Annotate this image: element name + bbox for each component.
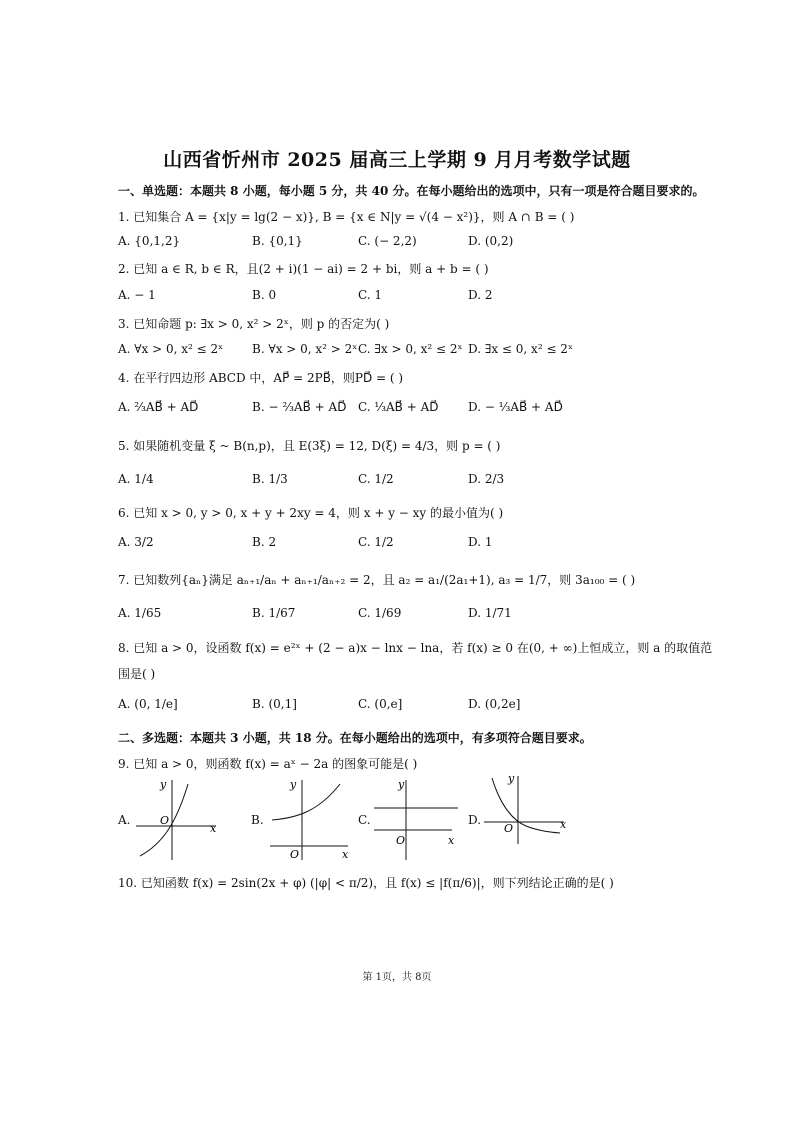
q9-graph-c <box>370 774 466 862</box>
q4-option-d: D. − ⅓AB⃗ + AD⃗ <box>468 400 563 414</box>
page-title: 山西省忻州市 2025 届高三上学期 9 月月考数学试题 <box>163 149 631 171</box>
q9-d-x-label: x <box>560 818 567 831</box>
q1-option-c: C. (− 2,2) <box>358 234 417 248</box>
q3-option-b: B. ∀x > 0, x² > 2ˣ <box>252 342 358 356</box>
question-10-stem: 10. 已知函数 f(x) = 2sin(2x + φ) (|φ| < π/2)，且 f(x) ≤ |f(π/6)|，则下列结论正确的是( ) <box>118 876 614 890</box>
question-6-options <box>118 535 698 555</box>
question-2-options <box>118 288 698 308</box>
q5-option-c: C. 1/2 <box>358 472 394 486</box>
q3-option-c: C. ∃x > 0, x² ≤ 2ˣ <box>358 342 463 356</box>
q4-option-c: C. ⅓AB⃗ + AD⃗ <box>358 400 439 414</box>
q1-option-a: A. {0,1,2} <box>118 234 181 248</box>
q1-option-d: D. (0,2) <box>468 234 514 248</box>
page-footer: 第 1页，共 8页 <box>362 972 432 983</box>
q9-graph-d-label: D. <box>468 813 482 827</box>
q8-option-d: D. (0,2e] <box>468 697 521 711</box>
q9-graph-b-label: B. <box>251 813 264 827</box>
section-2-heading: 二、多选题：本题共 3 小题，共 18 分。在每小题给出的选项中，有多项符合题目要求。 <box>118 731 592 745</box>
question-6-stem: 6. 已知 x > 0, y > 0, x + y + 2xy = 4，则 x + y − xy 的最小值为( ) <box>118 506 504 520</box>
q1-option-b: B. {0,1} <box>252 234 303 248</box>
q9-d-origin: O <box>504 822 514 835</box>
q9-b-x-label: x <box>342 848 349 861</box>
q9-b-y-label: y <box>290 778 297 791</box>
q3-option-a: A. ∀x > 0, x² ≤ 2ˣ <box>118 342 224 356</box>
q8-option-b: B. (0,1] <box>252 697 297 711</box>
q9-c-x-label: x <box>448 834 455 847</box>
question-1-stem: 1. 已知集合 A = {x|y = lg(2 − x)}, B = {x ∈ N|y = √(4 − x²)}，则 A ∩ B = ( ) <box>118 210 575 224</box>
q9-graph-a <box>132 774 228 862</box>
q9-b-origin: O <box>290 848 300 861</box>
q9-a-y-label: y <box>160 778 167 791</box>
q9-a-x-label: x <box>210 822 217 835</box>
q4-option-a: A. ⅔AB⃗ + AD⃗ <box>118 400 199 414</box>
section-1-heading: 一、单选题：本题共 8 小题，每小题 5 分，共 40 分。在每小题给出的选项中，只有一项是符合题目要求的。 <box>118 184 705 198</box>
q7-option-c: C. 1/69 <box>358 606 402 620</box>
q9-d-y-label: y <box>508 772 515 785</box>
q4-option-b: B. − ⅔AB⃗ + AD⃗ <box>252 400 347 414</box>
q6-option-b: B. 2 <box>252 535 277 549</box>
question-4-options <box>118 400 698 420</box>
q8-option-a: A. (0, 1/e] <box>118 697 178 711</box>
q9-c-y-label: y <box>398 778 405 791</box>
question-3-stem: 3. 已知命题 p: ∃x > 0, x² > 2ˣ，则 p 的否定为( ) <box>118 317 390 331</box>
question-7-stem: 7. 已知数列{aₙ}满足 aₙ₊₁/aₙ + aₙ₊₁/aₙ₊₂ = 2，且 a₂ = a₁/(2a₁+1), a₃ = 1/7，则 3a₁₀₀ = ( ) <box>118 573 636 587</box>
question-1-options <box>118 234 698 254</box>
q7-option-b: B. 1/67 <box>252 606 296 620</box>
q6-option-a: A. 3/2 <box>118 535 154 549</box>
q3-option-d: D. ∃x ≤ 0, x² ≤ 2ˣ <box>468 342 574 356</box>
q7-option-a: A. 1/65 <box>118 606 162 620</box>
q2-option-b: B. 0 <box>252 288 277 302</box>
question-2-stem: 2. 已知 a ∈ R, b ∈ R，且(2 + i)(1 − ai) = 2 + bi，则 a + b = ( ) <box>118 262 489 276</box>
q9-a-origin: O <box>160 814 170 827</box>
q9-graph-b <box>266 774 362 862</box>
q9-c-origin: O <box>396 834 406 847</box>
question-5-options <box>118 472 698 492</box>
q6-option-d: D. 1 <box>468 535 493 549</box>
question-4-stem: 4. 在平行四边形 ABCD 中，AP⃗ = 2PB⃗，则PD⃗ = ( ) <box>118 371 404 385</box>
q2-option-a: A. − 1 <box>118 288 156 302</box>
question-5-stem: 5. 如果随机变量 ξ ~ B(n,p)，且 E(3ξ) = 12, D(ξ) = 4/3，则 p = ( ) <box>118 439 501 453</box>
q5-option-b: B. 1/3 <box>252 472 288 486</box>
q9-graph-d <box>482 770 578 858</box>
question-8-stem: 8. 已知 a > 0，设函数 f(x) = e²ˣ + (2 − a)x − lnx − lna，若 f(x) ≥ 0 在(0, + ∞)上恒成立，则 a 的取值范 <box>118 641 713 655</box>
question-8-options <box>118 697 698 717</box>
q9-graph-c-label: C. <box>358 813 371 827</box>
question-8-stem-continued: 围是( ) <box>118 667 156 681</box>
q7-option-d: D. 1/71 <box>468 606 512 620</box>
q8-option-c: C. (0,e] <box>358 697 403 711</box>
question-7-options <box>118 606 698 626</box>
question-9-stem: 9. 已知 a > 0，则函数 f(x) = aˣ − 2a 的图象可能是( ) <box>118 757 418 771</box>
q9-graph-a-label: A. <box>118 813 131 827</box>
q2-option-d: D. 2 <box>468 288 493 302</box>
q2-option-c: C. 1 <box>358 288 383 302</box>
q5-option-d: D. 2/3 <box>468 472 505 486</box>
q5-option-a: A. 1/4 <box>118 472 154 486</box>
q6-option-c: C. 1/2 <box>358 535 394 549</box>
question-3-options <box>118 342 698 362</box>
